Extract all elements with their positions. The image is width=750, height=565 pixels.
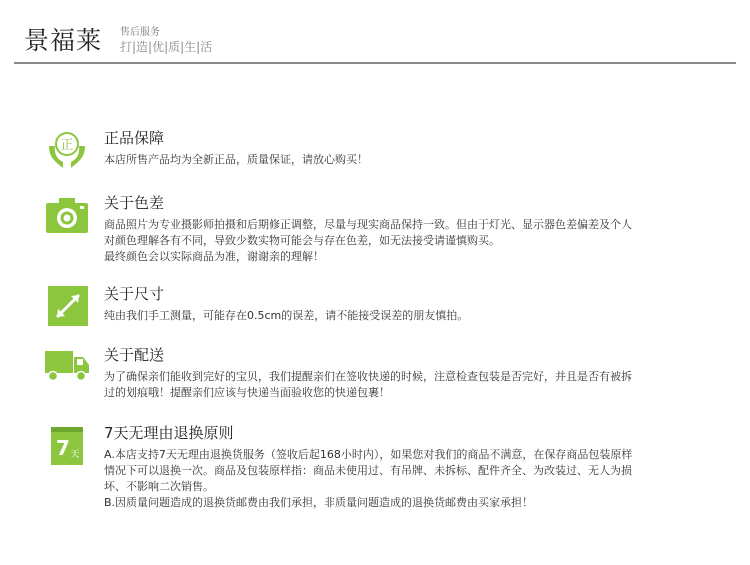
body-line: 情况下可以退换一次。商品及包装原样指：商品未使用过、有吊牌、未拆标、配件齐全、为改装过、无人为损 bbox=[104, 464, 632, 477]
section-title: 7天无理由退换原则 bbox=[104, 424, 234, 442]
section-body bbox=[104, 369, 720, 401]
body-line: 纯由我们手工测量，可能存在0.5cm的误差，请不能接受误差的朋友慎拍。 bbox=[104, 309, 469, 322]
section-title: 关于配送 bbox=[104, 346, 165, 364]
calendar-7-days-icon bbox=[44, 423, 90, 467]
body-line: 为了确保亲们能收到完好的宝贝，我们提醒亲们在签收快递的时候，注意检查包装是否完好，并且是否有被拆 bbox=[104, 370, 632, 383]
body-line: A.本店支持7天无理由退换货服务（签收后起168小时内），如果您对我们的商品不满意，在保存商品包装原样 bbox=[104, 448, 633, 461]
brand-name: 景福莱 bbox=[24, 26, 103, 55]
section-title: 正品保障 bbox=[104, 129, 165, 147]
delivery-truck-icon bbox=[44, 345, 90, 389]
authentic-icon-label: 正 bbox=[60, 138, 74, 153]
section-body bbox=[104, 308, 720, 324]
body-line: B.因质量问题造成的退换货邮费由我们承担，非质量问题造成的退换货邮费由买家承担！ bbox=[104, 496, 534, 509]
resize-arrow-icon bbox=[44, 284, 90, 328]
body-line: 本店所售产品均为全新正品，质量保证，请放心购买！ bbox=[104, 153, 368, 166]
body-line: 对颜色理解各有不同，导致少数实物可能会与存在色差，如无法接受请谨慎购买。 bbox=[104, 234, 500, 247]
body-line: 过的划痕哦！提醒亲们应该与快递当面验收您的快递包裹！ bbox=[104, 386, 390, 399]
header-subtitle: 售后服务 bbox=[120, 27, 160, 38]
return-icon-number: 7 bbox=[56, 436, 70, 460]
section-body bbox=[104, 447, 720, 511]
section-title: 关于色差 bbox=[104, 194, 165, 212]
section-title: 关于尺寸 bbox=[104, 285, 165, 303]
body-line: 商品照片为专业摄影师拍摄和后期修正调整，尽量与现实商品保持一致。但由于灯光、显示器色差偏差及个人 bbox=[104, 218, 632, 231]
return-icon-unit: 天 bbox=[70, 450, 80, 460]
header-tagline: 打|造|优|质|生|活 bbox=[120, 40, 213, 54]
section-body bbox=[104, 217, 720, 265]
camera-icon bbox=[44, 193, 90, 237]
body-line: 坏、不影响二次销售。 bbox=[104, 480, 214, 493]
header-divider bbox=[14, 62, 736, 64]
body-line: 最终颜色会以实际商品为准，谢谢亲的理解！ bbox=[104, 250, 324, 263]
section-body bbox=[104, 152, 720, 168]
header bbox=[0, 0, 750, 64]
authentic-hands-icon bbox=[44, 128, 90, 172]
